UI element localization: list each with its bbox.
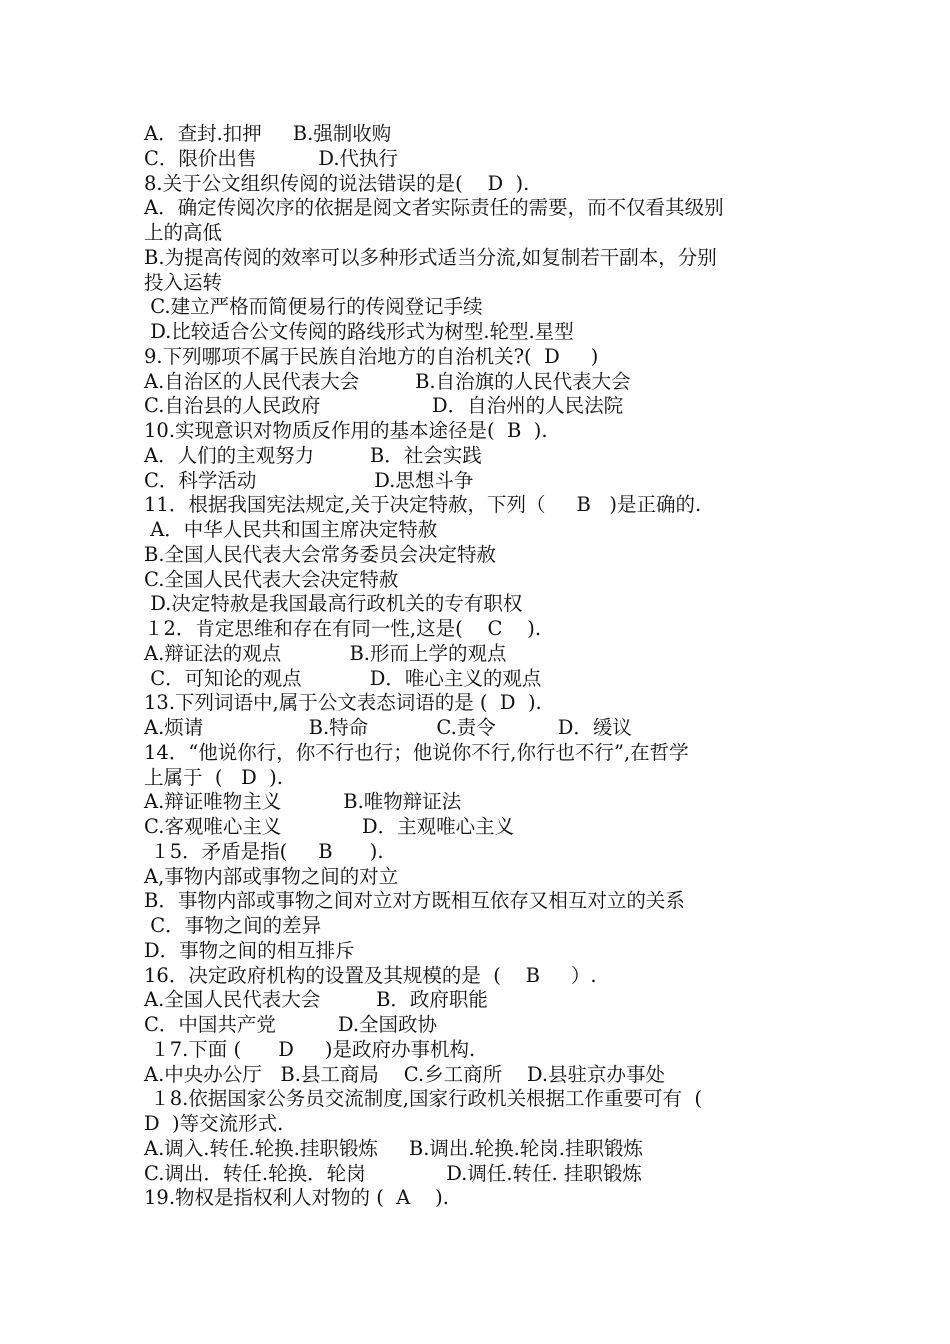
text-line: A.烦请 B.特命 C.责令 D．缓议 xyxy=(144,716,632,739)
question-line: 13.下列词语中,属于公文表态词语的是 ( D ). xyxy=(144,691,542,715)
text-line: 投入运转 xyxy=(144,270,223,294)
text-line: C.调出．转任.轮换．轮岗 D.调任.转任. 挂职锻炼 xyxy=(144,1161,642,1185)
text-line: B.为提高传阅的效率可以多种形式适当分流,如复制若干副本，分别 xyxy=(144,245,717,269)
text-line: C．可知论的观点 D．唯心主义的观点 xyxy=(144,666,542,690)
text-line: D．事物之间的相互排斥 xyxy=(144,938,355,962)
text-line: C．限价出售 D.代执行 xyxy=(144,146,399,170)
text-line: C.全国人民代表大会决定特赦 xyxy=(144,567,399,591)
question-line: 11．根据我国宪法规定,关于决定特赦，下列（ B )是正确的. xyxy=(144,493,702,517)
text-line: A.中央办公厅 B.县工商局 C.乡工商所 D.县驻京办事处 xyxy=(144,1062,666,1086)
question-line: 8.关于公文组织传阅的说法错误的是( D ). xyxy=(144,171,530,195)
text-line: C．事物之间的差异 xyxy=(144,914,322,937)
text-line: C.客观唯心主义 D．主观唯心主义 xyxy=(144,815,515,838)
question-line: 10.实现意识对物质反作用的基本途径是( B ). xyxy=(144,419,548,442)
text-line: B.全国人民代表大会常务委员会决定特赦 xyxy=(144,542,497,566)
question-line: 16．决定政府机构的设置及其规模的是 ( B ）. xyxy=(144,963,597,987)
text-line: A.辩证唯物主义 B.唯物辩证法 xyxy=(144,790,462,814)
text-line: C.自治县的人民政府 D．自治州的人民法院 xyxy=(144,394,624,418)
question-line: 9.下列哪项不属于民族自治地方的自治机关?( D ) xyxy=(144,344,599,368)
text-line: C．科学活动 D.思想斗争 xyxy=(144,468,474,492)
text-line: A．中华人民共和国主席决定特赦 xyxy=(144,518,438,541)
text-line: A．确定传阅次序的依据是阅文者实际责任的需要，而不仅看其级别 xyxy=(144,196,724,220)
text-line: C．中国共产党 D.全国政协 xyxy=(144,1013,438,1036)
text-line: A.辩证法的观点 B.形而上学的观点 xyxy=(144,641,507,665)
document-page xyxy=(144,122,824,1211)
question-line: １2．肯定思维和存在有同一性,这是( C ). xyxy=(144,617,542,640)
text-line: A,事物内部或事物之间的对立 xyxy=(144,864,399,888)
question-line: １5．矛盾是指( B ). xyxy=(144,839,384,863)
question-line: 14．“他说你行，你不行也行；他说你不行,你行也不行”,在哲学 xyxy=(144,740,689,764)
text-line: A.全国人民代表大会 B．政府职能 xyxy=(144,988,488,1012)
text-line: C.建立严格而简便易行的传阅登记手续 xyxy=(144,295,483,319)
text-line: A．查封.扣押 B.强制收购 xyxy=(144,122,392,145)
text-line: 上的高低 xyxy=(144,221,223,244)
text-line: D.比较适合公文传阅的路线形式为树型.轮型.星型 xyxy=(144,320,574,343)
text-line: D.决定特赦是我国最高行政机关的专有职权 xyxy=(144,592,523,616)
text-line: 上属于 ( D ). xyxy=(144,765,283,789)
question-line: １8.依据国家公务员交流制度,国家行政机关根据工作重要可有 ( xyxy=(144,1087,703,1111)
question-line: １7.下面 ( D )是政府办事机构. xyxy=(144,1037,476,1061)
question-line: 19.物权是指权利人对物的 ( A ). xyxy=(144,1186,449,1210)
text-line: D )等交流形式. xyxy=(144,1112,284,1135)
text-line: A.调入.转任.轮换.挂职锻炼 B.调出.轮换.轮岗.挂职锻炼 xyxy=(144,1136,643,1160)
text-line: B．事物内部或事物之间对立对方既相互依存又相互对立的关系 xyxy=(144,889,685,913)
text-line: A．人们的主观努力 B．社会实践 xyxy=(144,443,482,467)
text-line: A.自治区的人民代表大会 B.自治旗的人民代表大会 xyxy=(144,369,631,393)
